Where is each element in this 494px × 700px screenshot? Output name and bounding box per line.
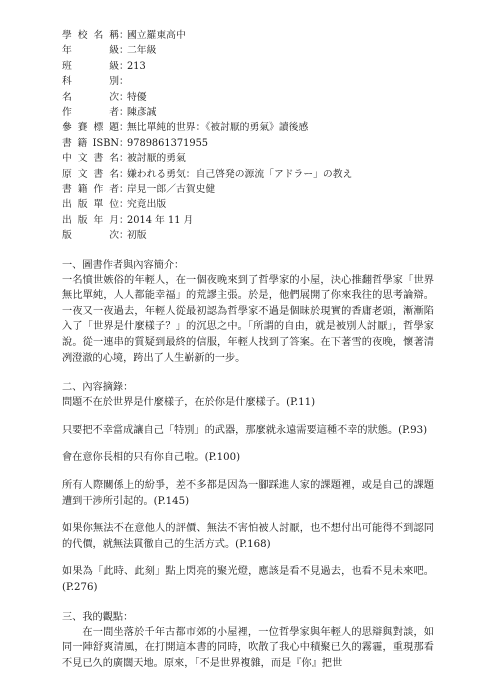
- meta-row: [62, 105, 434, 120]
- meta-separator: ：: [119, 137, 129, 149]
- meta-row: [62, 74, 434, 89]
- meta-row: [62, 28, 434, 43]
- meta-value: 2014 年 11 月: [127, 214, 194, 226]
- meta-value: 二年級: [127, 45, 157, 57]
- excerpt-section-title: 二、內容摘錄：: [62, 382, 134, 394]
- meta-block: [62, 28, 434, 244]
- meta-label: 名次: [62, 91, 119, 103]
- meta-value: 被討厭的勇氣: [127, 153, 186, 165]
- meta-value: 特優: [127, 91, 147, 103]
- meta-label: 書籍ISBN: [62, 137, 119, 149]
- meta-row: [62, 197, 434, 212]
- meta-label: 作者: [62, 107, 119, 119]
- view-paragraph: 在一間坐落於千年古都市郊的小屋裡，一位哲學家與年輕人的思辯與對談，如同一陣舒爽清風，在打開這本書的同時，吹散了我心中積聚已久的霧霾，重現那看不見已久的廣闊天地。原來，「不是世界複雜，而是『你』把世: [62, 626, 434, 669]
- meta-separator: ：: [119, 107, 129, 119]
- meta-label: 書籍作者: [62, 184, 119, 196]
- meta-separator: ：: [119, 91, 129, 103]
- meta-row: [62, 90, 434, 105]
- meta-separator: ：: [119, 122, 129, 134]
- meta-label: 班級: [62, 60, 119, 72]
- meta-separator: ：: [119, 199, 129, 211]
- meta-row: [62, 213, 434, 228]
- meta-label: 中文書名: [62, 153, 119, 165]
- meta-row: [62, 167, 434, 182]
- meta-value: 213: [127, 60, 146, 72]
- quote-item: 會在意你長相的只有你自己啦。(P.100): [62, 452, 241, 464]
- meta-row: [62, 136, 434, 151]
- meta-separator: ：: [119, 45, 129, 57]
- quote-item: 如果為「此時、此刻」點上閃亮的聚光燈，應該是看不見過去，也看不見未來吧。(P.276): [62, 566, 434, 593]
- meta-row: [62, 151, 434, 166]
- meta-value: 陳彥誠: [127, 107, 157, 119]
- meta-label: 參賽標題: [62, 122, 119, 134]
- meta-value: 國立羅東高中: [127, 30, 186, 41]
- quote-item: 如果你無法不在意他人的評價、無法不害怕被人討厭，也不想付出可能得不到認同的代價，就無法貫徹自己的生活方式。(P.168): [62, 523, 434, 550]
- meta-label: 版次: [62, 230, 119, 242]
- document-page: [62, 28, 434, 671]
- quote-item: 所有人際關係上的紛爭，差不多都是因為一腳踩進人家的課題裡，或是自己的課題遭到干涉所引起的。(P.145): [62, 480, 434, 507]
- intro-section-title: 一、圖書作者與內容簡介：: [62, 259, 185, 271]
- meta-row: [62, 182, 434, 197]
- meta-value: 岸見一郎／古賀史健: [127, 184, 216, 196]
- meta-value: 究竟出版: [127, 199, 167, 211]
- view-section-title: 三、我的觀點：: [62, 611, 134, 623]
- meta-separator: ：: [119, 184, 129, 196]
- meta-label: 出版單位: [62, 199, 119, 211]
- meta-row: [62, 120, 434, 135]
- meta-separator: ：: [119, 30, 129, 41]
- meta-label: 原文書名: [62, 168, 119, 180]
- meta-label: 學校名稱: [62, 30, 119, 41]
- meta-separator: ：: [119, 214, 129, 226]
- quote-item: 只要把不幸當成讓自己「特別」的武器，那麼就永遠需要這種不幸的狀態。(P.93): [62, 424, 428, 436]
- meta-row: [62, 59, 434, 74]
- intro-paragraph: 一名憤世嫉俗的年輕人，在一個夜晚來到了哲學家的小屋，決心推翻哲學家「世界無比單純，人人都能幸福」的荒謬主張。於是，他們展開了你來我往的思考論辯。一夜又一夜過去，年輕人從最初認為哲學家不過是個昧於現實的香庸老頭，漸漸陷入了「世界是什麼樣子？」的沉思之中。「所謂的自由，就是被別人討厭」，哲學家說。從一連串的質疑到最終的信服，年輕人找到了答案。在下著雪的夜晚，懷著清冽澄澈的心境，跨出了人生嶄新的一步。: [62, 274, 434, 364]
- meta-label: 出版年月: [62, 214, 119, 226]
- meta-separator: ：: [119, 230, 129, 242]
- meta-value: 無比單純的世界：《被討厭的勇氣》讀後感: [127, 122, 309, 134]
- meta-label: 科別: [62, 76, 119, 88]
- meta-row: [62, 228, 434, 243]
- meta-separator: ：: [119, 153, 129, 165]
- meta-row: [62, 43, 434, 58]
- meta-label: 年級: [62, 45, 119, 57]
- meta-separator: ：: [119, 168, 129, 180]
- quote-item: 問題不在於世界是什麼樣子，在於你是什麼樣子。(P.11): [62, 397, 316, 409]
- meta-value: 初版: [127, 230, 147, 242]
- meta-value: 嫌われる勇気：自己啓発の源流「アドラー」の教え: [127, 168, 353, 180]
- meta-separator: ：: [119, 60, 129, 72]
- meta-value: 9789861371955: [127, 137, 209, 149]
- meta-separator: ：: [119, 76, 129, 88]
